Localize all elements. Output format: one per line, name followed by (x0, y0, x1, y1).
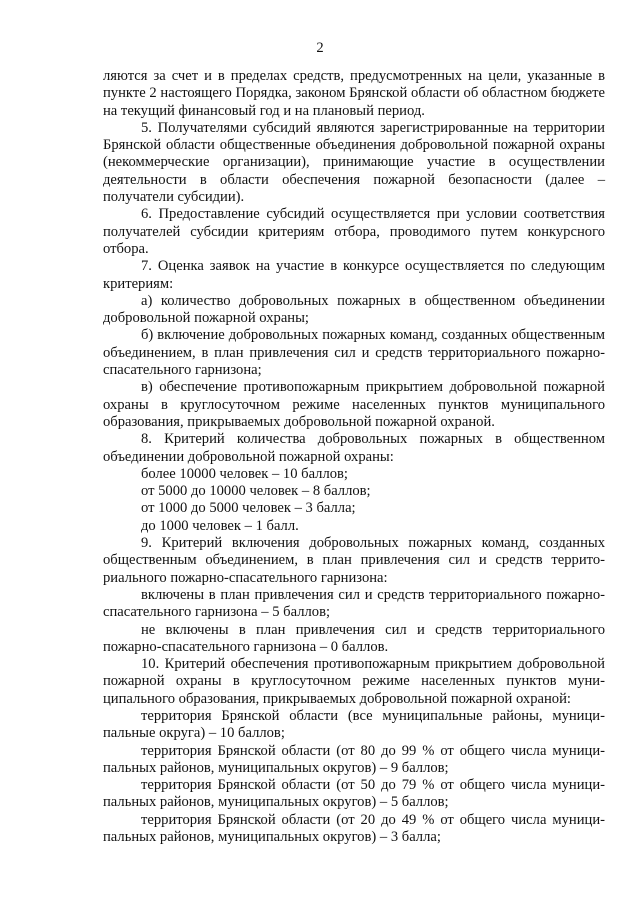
paragraph: от 1000 до 5000 человек – 3 балла; (141, 500, 356, 517)
paragraph: территория Брянской области (от 50 до 79 % от общего числа муниципальных районов, муниципальных округов) – 5 баллов; (103, 777, 605, 811)
paragraph: от 5000 до 10000 человек – 8 баллов; (141, 483, 371, 500)
paragraph: более 10000 человек – 10 баллов; (141, 465, 348, 482)
paragraph: 5. Получателями субсидий являются зарегистрированные на территории Брянской области общественные объединения добровольной пожарной охраны (некоммерческие организации), принимающие участие в осуществлении деятельности в области обеспечения пожарной безопасности (далее – получатели субсидии). (103, 119, 605, 206)
paragraph: не включены в план привлечения сил и средств территориального пожарно-спасательного гарнизона – 0 баллов. (103, 621, 605, 655)
paragraph: в) обеспечение противопожарным прикрытием добровольной пожарной охраны в круглосуточном режиме населенных пунктов муниципального образования, прикрываемых добровольной пожарной охраной. (103, 379, 605, 430)
paragraph: 6. Предоставление субсидий осуществляется при условии соответствия получателей субсидии критериям отбора, проводимого путем конкурсного отбора. (103, 206, 605, 257)
paragraph: а) количество добровольных пожарных в общественном объединении добровольной пожарной охраны; (103, 292, 605, 327)
paragraph: территория Брянской области (от 80 до 99 % от общего числа муниципальных районов, муниципальных округов) – 9 баллов; (103, 742, 605, 776)
paragraph: 9. Критерий включения добровольных пожарных команд, созданных общественным объединением, в план привлечения сил и средств территориального пожарно-спасательного гарнизона: (103, 535, 605, 586)
paragraph: б) включение добровольных пожарных команд, созданных общественным объединением, в план привлечения сил и средств территориального пожарно-спасательного гарнизона; (103, 327, 605, 379)
paragraph: 8. Критерий количества добровольных пожарных в общественном объединении добровольной пожарной охраны: (103, 431, 605, 465)
paragraph: ляются за счет и в пределах средств, предусмотренных на цели, указанные в пункте 2 настоящего Порядка, законом Брянской области об областном бюджете на текущий финансовый год и на плановый период. (103, 68, 605, 119)
paragraph: 7. Оценка заявок на участие в конкурсе осуществляется по следующим критериям: (103, 258, 605, 292)
paragraph: территория Брянской области (от 20 до 49 % от общего числа муниципальных районов, муниципальных округов) – 3 балла; (103, 811, 605, 846)
paragraph: включены в план привлечения сил и средств территориального пожарно-спасательного гарнизона – 5 баллов; (103, 586, 605, 621)
paragraph: 10. Критерий обеспечения противопожарным прикрытием добровольной пожарной охраны в круглосуточном режиме населенных пунктов муниципального образования, прикрываемых добровольной пожарной охраной: (103, 656, 605, 707)
paragraph: до 1000 человек – 1 балл. (141, 517, 299, 534)
paragraph: территория Брянской области (все муниципальные районы, муниципальные округа) – 10 баллов; (103, 707, 605, 742)
page-number: 2 (316, 40, 324, 56)
document-body (103, 68, 605, 846)
